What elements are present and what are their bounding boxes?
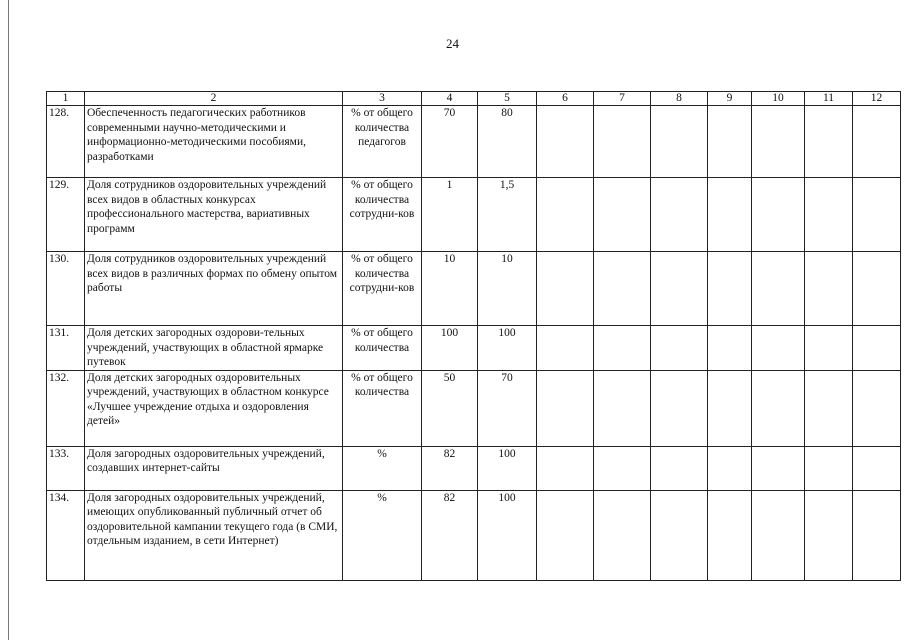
column-header: 6 xyxy=(537,92,594,106)
indicator-name: Обеспеченность педагогических работников современными научно-методическими и информационно-методическими пособиями, разработками xyxy=(85,106,343,178)
unit-of-measure: % xyxy=(343,446,422,490)
empty-cell xyxy=(651,370,708,446)
unit-of-measure: % xyxy=(343,490,422,580)
empty-cell xyxy=(708,106,752,178)
value-col-4: 100 xyxy=(422,326,478,371)
column-header: 9 xyxy=(708,92,752,106)
unit-of-measure: % от общего количества xyxy=(343,370,422,446)
empty-cell xyxy=(594,490,651,580)
value-col-5: 1,5 xyxy=(478,178,537,252)
column-number-row xyxy=(47,92,901,106)
empty-cell xyxy=(537,326,594,371)
value-col-4: 82 xyxy=(422,490,478,580)
page-left-edge-line xyxy=(8,0,9,640)
page-number: 24 xyxy=(446,36,459,51)
empty-cell xyxy=(853,446,901,490)
empty-cell xyxy=(651,252,708,326)
empty-cell xyxy=(537,370,594,446)
value-col-5: 80 xyxy=(478,106,537,178)
table-row xyxy=(47,446,901,490)
empty-cell xyxy=(537,446,594,490)
empty-cell xyxy=(752,326,805,371)
empty-cell xyxy=(537,252,594,326)
row-number: 131. xyxy=(47,326,85,371)
column-header: 1 xyxy=(47,92,85,106)
empty-cell xyxy=(805,106,853,178)
table-row xyxy=(47,370,901,446)
empty-cell xyxy=(651,326,708,371)
table-row xyxy=(47,326,901,371)
value-col-5: 70 xyxy=(478,370,537,446)
empty-cell xyxy=(594,106,651,178)
column-header: 5 xyxy=(478,92,537,106)
empty-cell xyxy=(805,326,853,371)
unit-of-measure: % от общего количества педагогов xyxy=(343,106,422,178)
empty-cell xyxy=(594,178,651,252)
indicator-name: Доля детских загородных оздоровительных учреждений, участвующих в областном конкурсе «Лучшее учреждение отдыха и оздоровления детей» xyxy=(85,370,343,446)
empty-cell xyxy=(805,490,853,580)
value-col-4: 50 xyxy=(422,370,478,446)
column-header: 11 xyxy=(805,92,853,106)
empty-cell xyxy=(708,326,752,371)
empty-cell xyxy=(708,446,752,490)
empty-cell xyxy=(853,490,901,580)
row-number: 130. xyxy=(47,252,85,326)
empty-cell xyxy=(805,252,853,326)
column-header: 7 xyxy=(594,92,651,106)
row-number: 129. xyxy=(47,178,85,252)
empty-cell xyxy=(752,178,805,252)
value-col-5: 100 xyxy=(478,446,537,490)
empty-cell xyxy=(853,326,901,371)
empty-cell xyxy=(752,446,805,490)
empty-cell xyxy=(708,490,752,580)
value-col-4: 1 xyxy=(422,178,478,252)
column-header: 3 xyxy=(343,92,422,106)
indicator-name: Доля загородных оздоровительных учреждений, имеющих опубликованный публичный отчет об оздоровительной кампании текущего года (в СМИ, отдельным изданием, в сети Интернет) xyxy=(85,490,343,580)
indicator-name: Доля детских загородных оздорови-тельных учреждений, участвующих в областной ярмарке путевок xyxy=(85,326,343,371)
empty-cell xyxy=(805,178,853,252)
table-row xyxy=(47,490,901,580)
empty-cell xyxy=(594,370,651,446)
value-col-5: 10 xyxy=(478,252,537,326)
indicator-name: Доля загородных оздоровительных учреждений, создавших интернет-сайты xyxy=(85,446,343,490)
empty-cell xyxy=(594,326,651,371)
row-number: 134. xyxy=(47,490,85,580)
empty-cell xyxy=(853,106,901,178)
value-col-5: 100 xyxy=(478,490,537,580)
value-col-4: 10 xyxy=(422,252,478,326)
value-col-4: 82 xyxy=(422,446,478,490)
indicators-table xyxy=(46,91,901,581)
column-header: 10 xyxy=(752,92,805,106)
empty-cell xyxy=(651,178,708,252)
empty-cell xyxy=(708,178,752,252)
empty-cell xyxy=(853,178,901,252)
table-row xyxy=(47,252,901,326)
indicator-name: Доля сотрудников оздоровительных учреждений всех видов в областных конкурсах профессионального мастерства, вариативных программ xyxy=(85,178,343,252)
empty-cell xyxy=(752,106,805,178)
empty-cell xyxy=(752,370,805,446)
empty-cell xyxy=(853,252,901,326)
table-row xyxy=(47,178,901,252)
empty-cell xyxy=(537,490,594,580)
column-header: 8 xyxy=(651,92,708,106)
empty-cell xyxy=(853,370,901,446)
column-header: 2 xyxy=(85,92,343,106)
empty-cell xyxy=(708,370,752,446)
value-col-4: 70 xyxy=(422,106,478,178)
empty-cell xyxy=(651,106,708,178)
unit-of-measure: % от общего количества сотрудни-ков xyxy=(343,178,422,252)
value-col-5: 100 xyxy=(478,326,537,371)
indicator-name: Доля сотрудников оздоровительных учреждений всех видов в различных формах по обмену опытом работы xyxy=(85,252,343,326)
empty-cell xyxy=(805,370,853,446)
empty-cell xyxy=(752,490,805,580)
row-number: 132. xyxy=(47,370,85,446)
empty-cell xyxy=(594,446,651,490)
empty-cell xyxy=(651,446,708,490)
column-header: 4 xyxy=(422,92,478,106)
table-row xyxy=(47,106,901,178)
empty-cell xyxy=(537,178,594,252)
empty-cell xyxy=(708,252,752,326)
row-number: 128. xyxy=(47,106,85,178)
column-header: 12 xyxy=(853,92,901,106)
unit-of-measure: % от общего количества сотрудни-ков xyxy=(343,252,422,326)
empty-cell xyxy=(594,252,651,326)
empty-cell xyxy=(752,252,805,326)
empty-cell xyxy=(651,490,708,580)
unit-of-measure: % от общего количества xyxy=(343,326,422,371)
empty-cell xyxy=(805,446,853,490)
empty-cell xyxy=(537,106,594,178)
row-number: 133. xyxy=(47,446,85,490)
